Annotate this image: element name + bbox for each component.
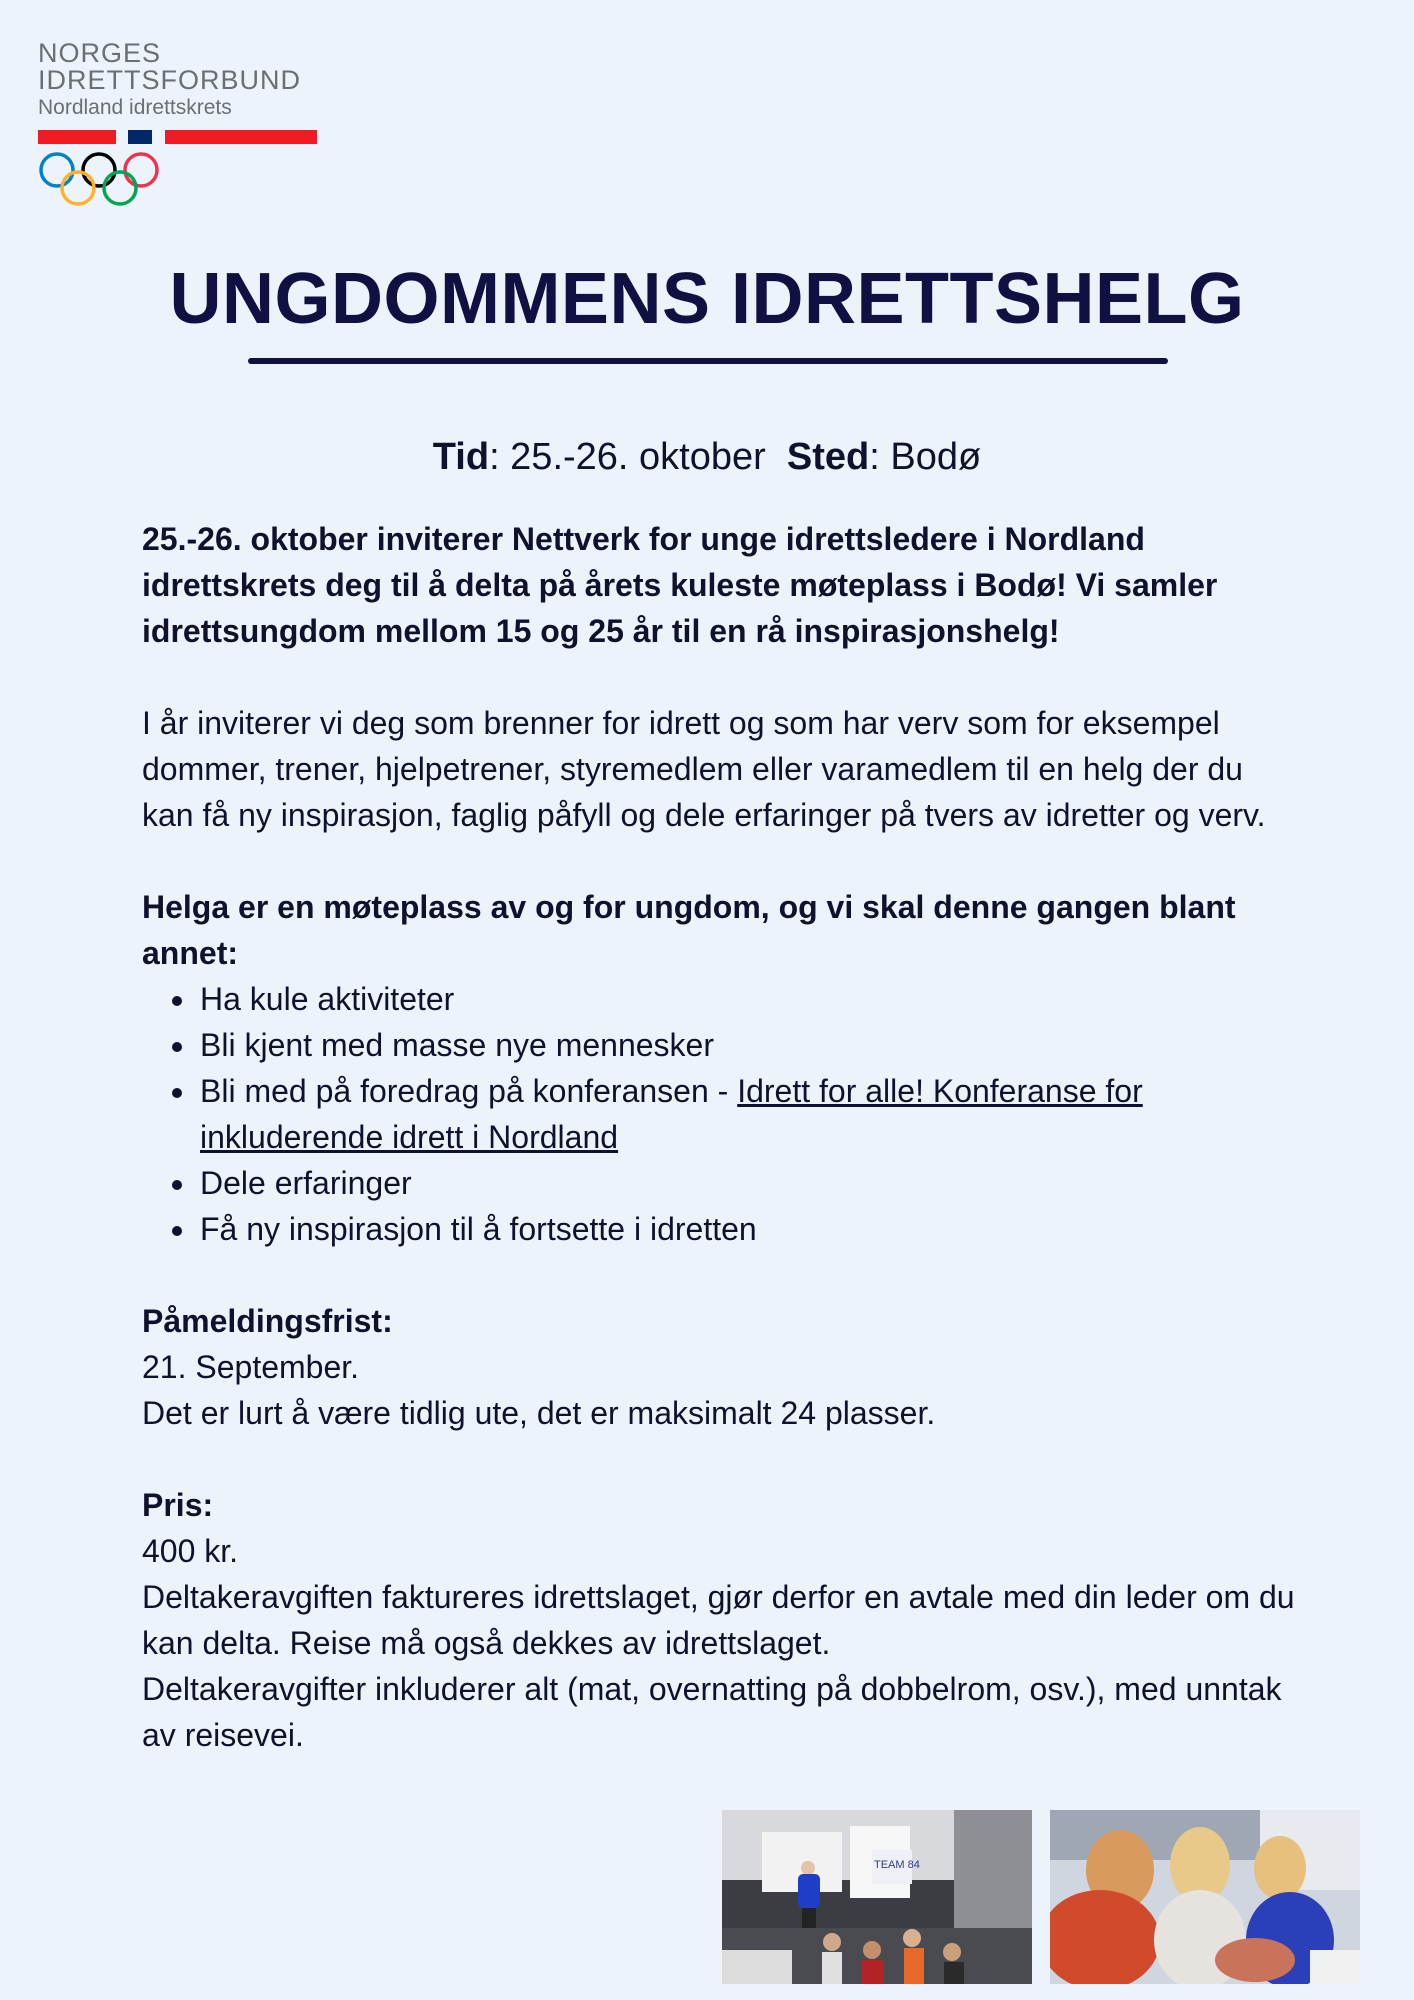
list-item: • Dele erfaringer — [198, 1160, 1302, 1206]
list-item: • Få ny inspirasjon til å fortsette i idretten — [198, 1206, 1302, 1252]
flag-stripe — [38, 130, 318, 144]
title-underline — [248, 358, 1168, 364]
intro-paragraph: 25.-26. oktober inviterer Nettverk for unge idrettsledere i Nordland idrettskrets deg til å delta på årets kuleste møteplass i Bodø! Vi samler idrettsungdom mellom 15 og 25 år til en rå inspirasjonshelg! — [142, 521, 1218, 649]
place-label: Sted — [786, 436, 870, 478]
workshop-photo — [722, 1810, 1032, 1984]
invitation-paragraph: I år inviterer vi deg som brenner for idrett og som har verv som for eksempel dommer, trener, hjelpetrener, styremedlem eller varamedlem til en helg der du kan få ny inspirasjon, faglig påfyll og dele erfaringer på tvers av idretter og verv. — [142, 705, 1266, 833]
page-title: UNGDOMMENS IDRETTSHELG — [169, 259, 1245, 339]
deadline-date: 21. September. — [142, 1349, 360, 1385]
time-value: : 25.-26. oktober — [489, 436, 766, 478]
logo-line-idrettsforbund: IDRETTSFORBUND — [38, 65, 301, 95]
conference-link[interactable]: Idrett for alle! Konferanse for inkluderende idrett i Nordland — [200, 1073, 1143, 1155]
activities-heading: Helga er en møteplass av og for ungdom, og vi skal denne gangen blant annet: — [142, 889, 1236, 971]
time-label: Tid — [432, 436, 490, 478]
logo-line-region: Nordland idrettskrets — [38, 96, 232, 119]
logo-line-norges: NORGES — [38, 38, 162, 68]
olympic-rings-icon — [38, 150, 162, 216]
price-includes: Deltakeravgifter inkluderer alt (mat, overnatting på dobbelrom, osv.), med unntak av reisevei. — [142, 1671, 1282, 1753]
deadline-heading: Påmeldingsfrist: — [142, 1303, 393, 1339]
event-meta — [0, 436, 1414, 479]
banner-text: TEAM 84 — [874, 1859, 920, 1871]
deadline-note: Det er lurt å være tidlig ute, det er maksimalt 24 plasser. — [142, 1395, 936, 1431]
place-value: : Bodø — [869, 436, 982, 478]
price-note: Deltakeravgiften faktureres idrettslaget, gjør derfor en avtale med din leder om du kan delta. Reise må også dekkes av idrettslaget. — [142, 1579, 1295, 1661]
organization-logo — [38, 40, 328, 144]
list-item: • Bli med på foredrag på konferansen - Idrett for alle! Konferanse for inkluderende idrett i Nordland — [198, 1068, 1302, 1160]
price-heading: Pris: — [142, 1487, 214, 1523]
list-item: • Bli kjent med masse nye mennesker — [198, 1022, 1302, 1068]
main-content — [142, 516, 1302, 1758]
list-item: • Ha kule aktiviteter — [198, 976, 1302, 1022]
group-photo — [1050, 1810, 1360, 1984]
activities-list — [142, 976, 1302, 1252]
price-amount: 400 kr. — [142, 1533, 239, 1569]
